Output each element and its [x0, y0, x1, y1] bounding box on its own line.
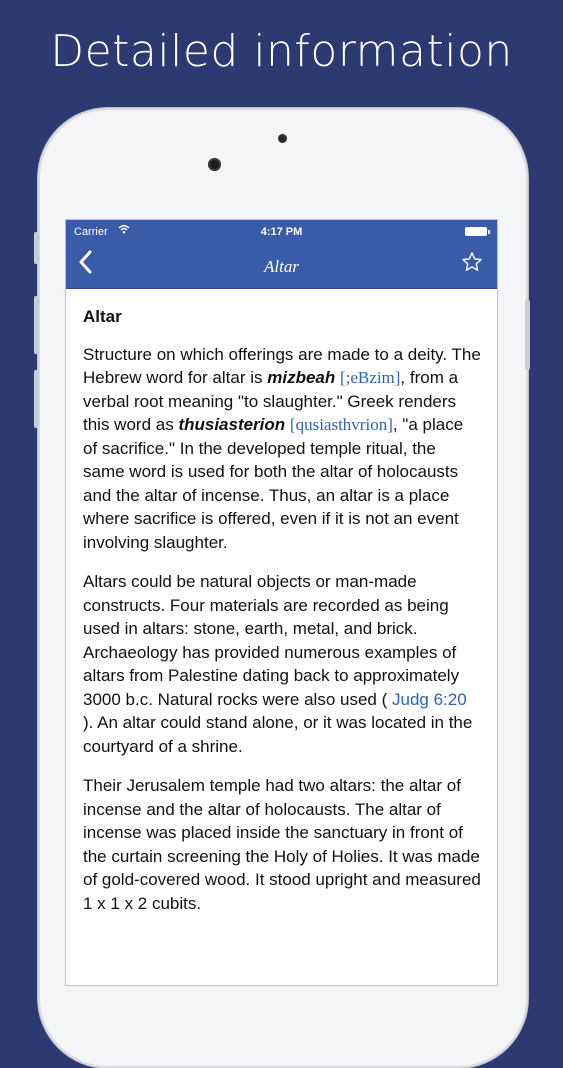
- article-heading: Altar: [83, 307, 122, 326]
- power-button: [525, 300, 530, 370]
- promo-title: Detailed information: [50, 26, 513, 77]
- front-camera: [208, 158, 221, 171]
- article-paragraph-1: Structure on which offerings are made to a deity. The Hebrew word for altar is mizbeah [;eBzim], from a verbal root meaning "to slaughter." Greek renders this word as thusiasterion [qusiasthvrion], "a place of sacrifice." In the developed temple ritual, the same word is used for both the altar of holocausts and the altar of incense. Thus, an altar is a place where sacrifice is offered, even if it is not an event involving slaughter.: [83, 344, 481, 552]
- favorite-button[interactable]: [461, 251, 483, 278]
- carrier-label: Carrier: [74, 226, 108, 238]
- nav-title: Altar: [264, 257, 299, 276]
- article-content: [66, 289, 497, 915]
- star-outline-icon: [461, 251, 483, 273]
- volume-up-button: [34, 296, 39, 354]
- article-paragraph-3: Their Jerusalem temple had two altars: the altar of incense and the altar of holocausts. The altar of incense was placed inside the sanctuary in front of the curtain screening the Holy of Holies. It was made of gold-covered wood. It stood upright and measured 1 x 1 x 2 cubits.: [83, 776, 481, 913]
- greek-transliteration: [qusiasthvrion]: [289, 415, 393, 434]
- status-bar: [66, 220, 497, 244]
- mute-switch: [34, 232, 39, 264]
- proximity-sensor: [278, 134, 287, 143]
- volume-down-button: [34, 370, 39, 428]
- scripture-link[interactable]: Judg 6:20: [391, 689, 467, 709]
- greek-term: thusiasterion: [178, 415, 286, 434]
- hebrew-term: mizbeah: [267, 368, 336, 387]
- app-screen: [66, 220, 497, 985]
- hebrew-transliteration: [;eBzim]: [340, 368, 401, 387]
- navigation-bar: [66, 244, 497, 289]
- article-paragraph-2: Altars could be natural objects or man-made constructs. Four materials are recorded as being used in altars: stone, earth, metal, and brick. Archaeology has provided numerous examples of altars from Palestine dating back to approximately 3000 b.c. Natural rocks were also used ( Judg 6:20 ). An altar could stand alone, or it was located in the courtyard of a shrine.: [83, 572, 473, 756]
- status-time: 4:17 PM: [260, 226, 303, 238]
- battery-icon: [465, 227, 487, 236]
